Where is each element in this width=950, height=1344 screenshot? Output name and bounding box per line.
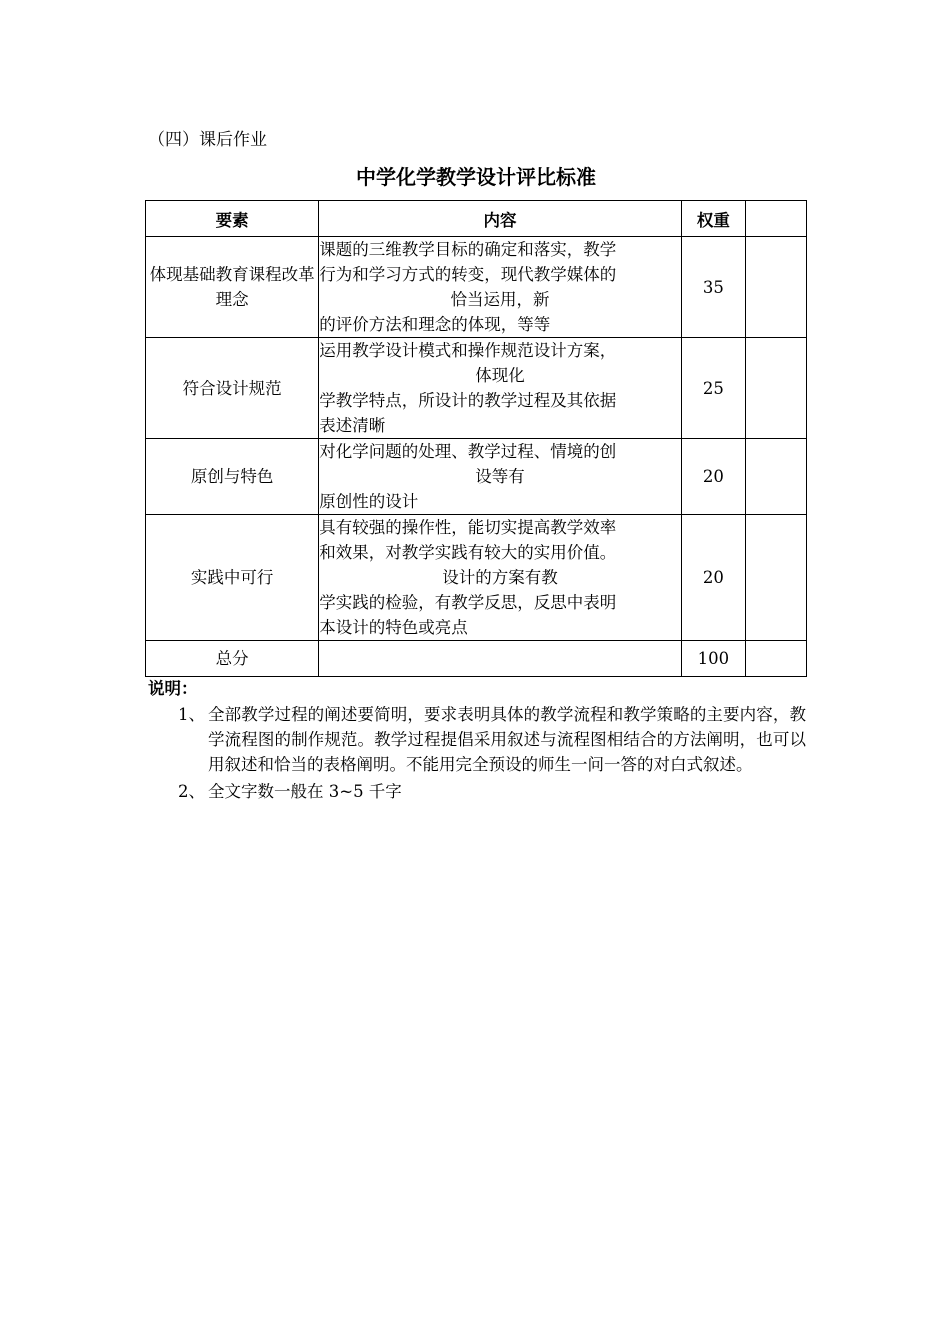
note-text: 全文字数一般在 3~5 千字 — [208, 782, 402, 801]
note-number: 2、 — [178, 782, 205, 801]
notes-list — [178, 702, 806, 806]
content-cell — [319, 515, 682, 641]
table-row — [146, 338, 807, 439]
blank-cell — [745, 338, 806, 439]
content-cell — [319, 237, 682, 338]
content-cell — [319, 439, 682, 515]
weight-cell: 20 — [681, 515, 745, 641]
content-line: 对化学问题的处理、教学过程、情境的创 — [319, 442, 617, 461]
content-line: 学实践的检验，有教学反思，反思中表明 — [319, 593, 617, 612]
content-line: 行为和学习方式的转变，现代教学媒体的 — [319, 265, 617, 284]
factor-cell: 体现基础教育课程改革理念 — [146, 237, 319, 338]
factor-cell: 实践中可行 — [146, 515, 319, 641]
blank-cell — [745, 237, 806, 338]
note-number: 1、 — [178, 705, 205, 724]
table-header-row — [146, 201, 807, 237]
content-cell — [319, 338, 682, 439]
weight-cell: 20 — [681, 439, 745, 515]
header-content: 内容 — [319, 201, 682, 237]
total-row — [146, 641, 807, 677]
total-content-cell — [319, 641, 682, 677]
document-title: 中学化学教学设计评比标准 — [356, 165, 596, 189]
content-line: 表述清晰 — [319, 416, 386, 435]
content-line: 具有较强的操作性，能切实提高教学效率 — [319, 518, 617, 537]
notes-label: 说明： — [148, 679, 198, 698]
section-heading: （四）课后作业 — [148, 130, 267, 150]
blank-cell — [745, 641, 806, 677]
criteria-table — [145, 200, 807, 677]
table-row — [146, 439, 807, 515]
header-factor: 要素 — [146, 201, 319, 237]
table-row — [146, 237, 807, 338]
content-line: 设计的方案有教 — [442, 568, 558, 587]
note-item — [178, 702, 806, 777]
blank-cell — [745, 439, 806, 515]
total-weight: 100 — [681, 641, 745, 677]
factor-cell: 原创与特色 — [146, 439, 319, 515]
factor-cell: 符合设计规范 — [146, 338, 319, 439]
weight-cell: 35 — [681, 237, 745, 338]
weight-cell: 25 — [681, 338, 745, 439]
header-weight: 权重 — [681, 201, 745, 237]
header-blank — [745, 201, 806, 237]
content-line: 本设计的特色或亮点 — [319, 618, 468, 637]
note-text: 全部教学过程的阐述要简明，要求表明具体的教学流程和教学策略的主要内容，教学流程图的制作规范。教学过程提倡采用叙述与流程图相结合的方法阐明，也可以用叙述和恰当的表格阐明。不能用完全预设的师生一问一答的对白式叙述。 — [208, 705, 806, 774]
content-line: 和效果，对教学实践有较大的实用价值。 — [319, 543, 617, 562]
table-body — [146, 237, 807, 677]
content-line: 体现化 — [475, 366, 525, 385]
content-line: 学教学特点，所设计的教学过程及其依据 — [319, 391, 617, 410]
content-line: 的评价方法和理念的体现，等等 — [319, 315, 551, 334]
content-line: 恰当运用，新 — [450, 290, 550, 309]
note-item — [178, 779, 806, 804]
content-line: 课题的三维教学目标的确定和落实，教学 — [319, 240, 617, 259]
blank-cell — [745, 515, 806, 641]
total-label: 总分 — [146, 641, 319, 677]
content-line: 原创性的设计 — [319, 492, 419, 511]
content-line: 运用教学设计模式和操作规范设计方案， — [319, 341, 617, 360]
table-row — [146, 515, 807, 641]
content-line: 设等有 — [475, 467, 525, 486]
